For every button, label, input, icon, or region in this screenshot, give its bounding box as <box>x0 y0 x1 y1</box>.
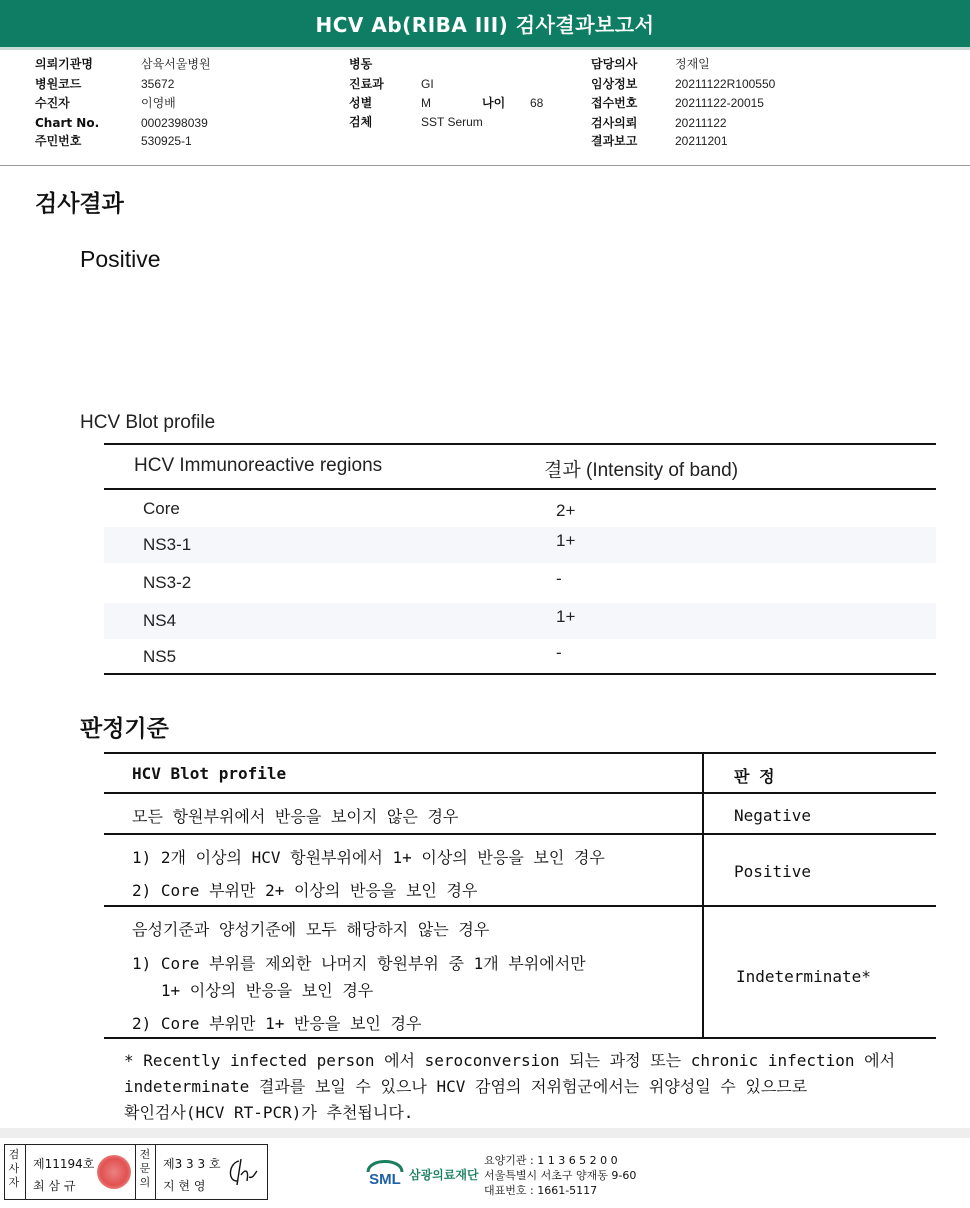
criteria-table <box>104 752 936 1039</box>
divider-band <box>0 1128 970 1138</box>
criteria-header-judgement: 판 정 <box>734 767 775 786</box>
signature-icon <box>223 1155 263 1189</box>
blot-profile-table <box>104 443 936 675</box>
patient-info-block: 의뢰기관명 삼육서울병원 병원코드 35672 수진자 이영배 Chart No. 0002398039 주민번호 530925-1 병동 진료과 GI 성별 M 나이 68 검체 SST Serum 담당의사 정재일 임상정보 20211122R100550 접수번호 20211122-20015 검사의뢰 20211122 결과보고 20211201 <box>0 54 970 166</box>
specialist-name: 지 현 영 <box>163 1179 206 1193</box>
table-row: NS3-1 1+ <box>104 527 936 563</box>
criteria-line: 음성기준과 양성기준에 모두 해당하지 않는 경우 <box>132 920 490 939</box>
criteria-judgement-positive: Positive <box>734 862 812 881</box>
footnote-line: * Recently infected person 에서 seroconversion 되는 과정 또는 chronic infection 에서 <box>124 1051 896 1070</box>
table-rule <box>104 488 936 490</box>
criteria-heading: 판정기준 <box>80 716 169 742</box>
inspector-license: 제11194호 <box>33 1157 95 1171</box>
seal-stamp-icon <box>97 1155 131 1189</box>
table-rule <box>104 443 936 445</box>
signature-box <box>4 1144 268 1200</box>
criteria-line: 1) Core 부위를 제외한 나머지 항원부위 중 1개 부위에서만 <box>132 954 586 973</box>
inspector-label: 검사자 <box>8 1148 20 1189</box>
blot-header-region: HCV Immunoreactive regions <box>134 455 383 476</box>
result-heading: 검사결과 <box>35 191 124 217</box>
report-title: HCV Ab(RIBA III) 검사결과보고서 <box>315 13 655 37</box>
criteria-line: 2) Core 부위만 2+ 이상의 반응을 보인 경우 <box>132 881 478 900</box>
svg-text:SML: SML <box>369 1171 401 1188</box>
result-value: Positive <box>80 246 161 272</box>
criteria-line: 1) 2개 이상의 HCV 항원부위에서 1+ 이상의 반응을 보인 경우 <box>132 848 605 867</box>
table-rule <box>104 673 936 675</box>
footnote-line: 확인검사(HCV RT-PCR)가 추천됩니다. <box>124 1103 414 1122</box>
facility-code: 요양기관 : 1 1 3 6 5 2 0 0 <box>484 1154 618 1167</box>
specialist-license: 제3 3 3 호 <box>163 1157 221 1171</box>
facility-address: 서울특별시 서초구 양재동 9-60 <box>484 1169 637 1182</box>
table-rule <box>104 905 936 907</box>
blot-header-intensity: 결과 (Intensity of band) <box>544 460 739 481</box>
criteria-line: 모든 항원부위에서 반응을 보이지 않은 경우 <box>132 807 459 826</box>
facility-phone: 대표번호 : 1661-5117 <box>484 1184 598 1197</box>
table-row: NS5 - <box>143 643 562 666</box>
specialist-label: 전문의 <box>139 1148 151 1189</box>
criteria-line: 2) Core 부위만 1+ 반응을 보인 경우 <box>132 1014 422 1033</box>
table-rule <box>104 792 936 794</box>
table-row: NS3-2 - <box>143 569 562 592</box>
criteria-judgement-indeterminate: Indeterminate* <box>736 967 871 986</box>
inspector-name: 최 삼 규 <box>33 1179 76 1193</box>
criteria-line: 1+ 이상의 반응을 보인 경우 <box>132 981 374 1000</box>
org-name: 삼광의료재단 <box>409 1168 479 1182</box>
table-rule <box>702 754 704 1039</box>
report-title-bar <box>0 0 970 50</box>
table-row: NS4 1+ <box>104 603 936 639</box>
criteria-header-profile: HCV Blot profile <box>132 764 287 783</box>
table-rule <box>104 833 936 835</box>
blot-profile-label: HCV Blot profile <box>80 412 216 433</box>
criteria-judgement-negative: Negative <box>734 806 812 825</box>
footnote-line: indeterminate 결과를 보일 수 있으나 HCV 감염의 저위험군에서는 위양성일 수 있으므로 <box>124 1077 808 1096</box>
table-row: Core 2+ <box>143 499 576 520</box>
footer <box>0 1138 970 1208</box>
sml-logo-icon <box>364 1150 406 1190</box>
